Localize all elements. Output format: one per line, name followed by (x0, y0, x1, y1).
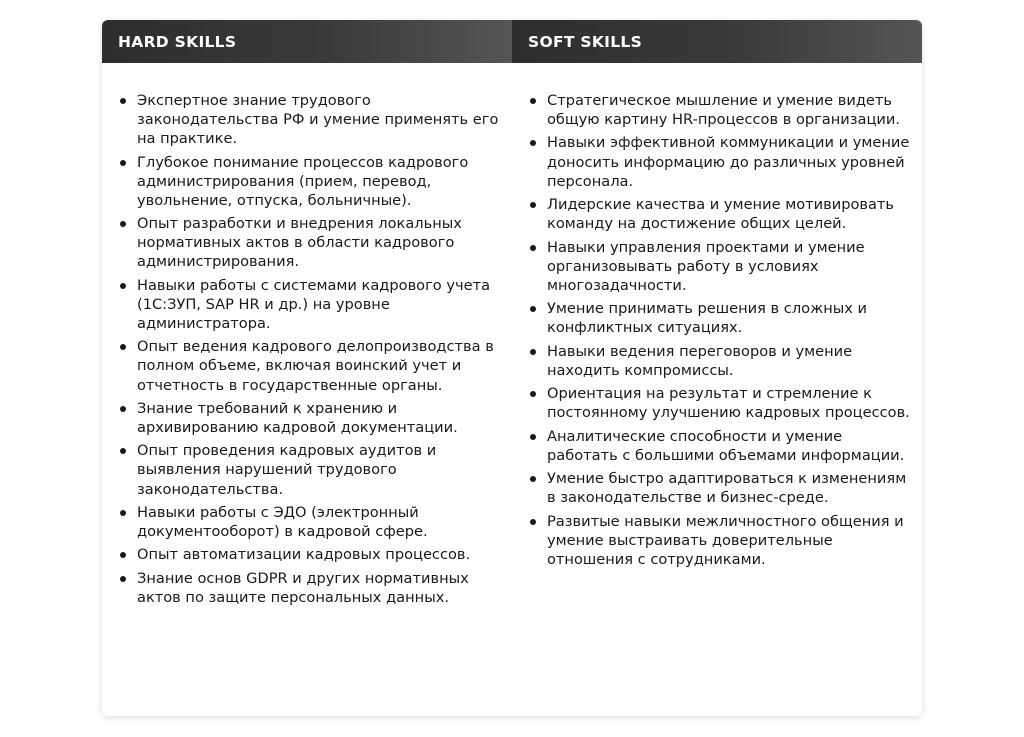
hard-skills-column (102, 91, 512, 611)
list-item: Опыт проведения кадровых аудитов и выявления нарушений трудового законодательства. (137, 441, 500, 498)
list-item: Опыт автоматизации кадровых процессов. (137, 545, 500, 564)
hard-skills-list (118, 91, 500, 607)
list-item: Навыки управления проектами и умение организовывать работу в условиях многозадачности. (547, 238, 910, 295)
soft-skills-column (512, 91, 922, 611)
skills-table (102, 20, 922, 716)
list-item: Навыки ведения переговоров и умение находить компромиссы. (547, 342, 910, 380)
list-item: Лидерские качества и умение мотивировать команду на достижение общих целей. (547, 195, 910, 233)
list-item: Навыки работы с ЭДО (электронный документооборот) в кадровой сфере. (137, 503, 500, 541)
list-item: Знание требований к хранению и архивированию кадровой документации. (137, 399, 500, 437)
skills-body-row (102, 63, 922, 611)
list-item: Аналитические способности и умение работать с большими объемами информации. (547, 427, 910, 465)
list-item: Опыт разработки и внедрения локальных нормативных актов в области кадрового администрирования. (137, 214, 500, 271)
skills-header-row (102, 20, 922, 63)
soft-skills-header: SOFT SKILLS (512, 20, 922, 63)
list-item: Навыки эффективной коммуникации и умение доносить информацию до различных уровней персонала. (547, 134, 910, 190)
list-item: Навыки работы с системами кадрового учета (1С:ЗУП, SAP HR и др.) на уровне администратора. (137, 276, 500, 333)
list-item: Умение принимать решения в сложных и конфликтных ситуациях. (547, 299, 910, 337)
list-item: Ориентация на результат и стремление к постоянному улучшению кадровых процессов. (547, 385, 910, 422)
list-item: Глубокое понимание процессов кадрового администрирования (прием, перевод, увольнение, отпуска, больничные). (137, 153, 500, 210)
list-item: Стратегическое мышление и умение видеть общую картину HR-процессов в организации. (547, 91, 910, 129)
list-item: Развитые навыки межличностного общения и умение выстраивать доверительные отношения с сотрудниками. (547, 512, 910, 569)
list-item: Опыт ведения кадрового делопроизводства в полном объеме, включая воинский учет и отчетность в государственные органы. (137, 337, 500, 394)
hard-skills-header: HARD SKILLS (102, 20, 512, 63)
list-item: Знание основ GDPR и других нормативных актов по защите персональных данных. (137, 569, 500, 607)
soft-skills-list (528, 91, 910, 569)
list-item: Умение быстро адаптироваться к изменениям в законодательстве и бизнес-среде. (547, 469, 910, 507)
list-item: Экспертное знание трудового законодательства РФ и умение применять его на практике. (137, 92, 499, 148)
